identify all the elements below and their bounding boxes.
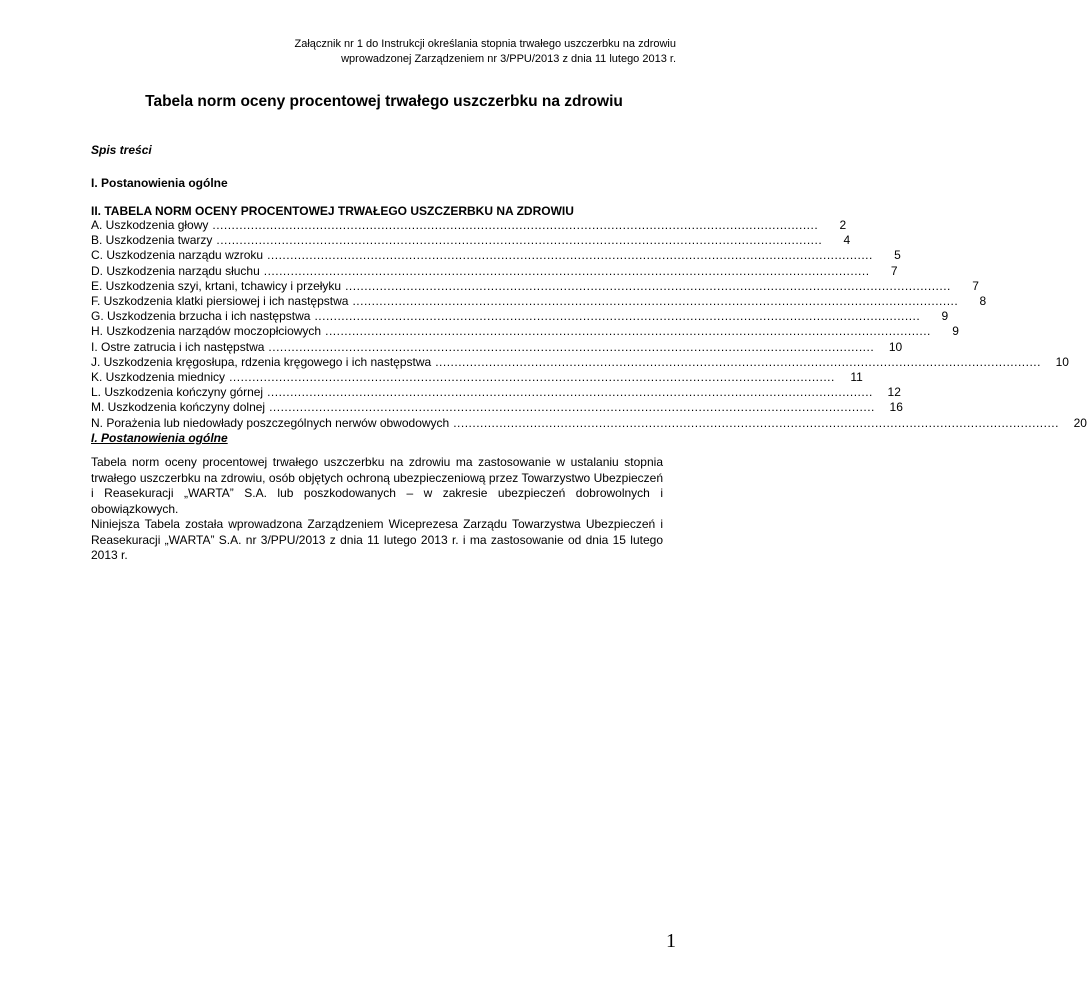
toc-item-label: I. Ostre zatrucia i ich następstwa [91, 339, 265, 354]
toc-item-label: K. Uszkodzenia miednicy [91, 370, 226, 385]
toc-item[interactable] [91, 278, 979, 294]
toc-item-label: A. Uszkodzenia głowy [91, 218, 209, 232]
toc-leader-dots: .............................................................................................................................................................. [269, 400, 875, 415]
toc-item-label: E. Uszkodzenia szyi, krtani, tchawicy i przełyku [91, 278, 342, 293]
toc-item-page: 5 [894, 248, 901, 263]
toc-item[interactable] [91, 233, 851, 248]
toc-item-page: 7 [972, 278, 979, 293]
toc-item[interactable] [91, 400, 903, 415]
toc-item[interactable] [91, 354, 1069, 370]
toc-leader-dots: .............................................................................................................................................................. [267, 248, 873, 263]
section-heading: I. Postanowienia ogólne [91, 431, 228, 445]
toc-section-one: I. Postanowienia ogólne [91, 176, 228, 190]
toc-item-label: J. Uszkodzenia kręgosłupa, rdzenia kręgowego i ich następstwa [91, 354, 432, 369]
header-line-1: Załącznik nr 1 do Instrukcji określania stopnia trwałego uszczerbku na zdrowiu [294, 38, 676, 50]
toc-item-label: L. Uszkodzenia kończyny górnej [91, 385, 264, 400]
toc-item[interactable] [91, 218, 847, 233]
toc-item[interactable] [91, 294, 987, 309]
toc-item-label: C. Uszkodzenia narządu wzroku [91, 248, 264, 263]
toc-item[interactable] [91, 339, 903, 355]
toc-list [91, 218, 1087, 431]
toc-item-page: 8 [979, 294, 987, 309]
toc-item[interactable] [91, 309, 949, 324]
toc-item-label: H. Uszkodzenia narządów moczopłciowych [91, 324, 322, 339]
toc-item-page: 9 [952, 324, 959, 339]
paragraph-1: Tabela norm oceny procentowej trwałego uszczerbku na zdrowiu ma zastosowanie w ustalaniu stopnia trwałego uszczerbku na zdrowiu, osób objętych ochroną ubezpieczeniową przez Towarzystwo Ubezpieczeń i Reasekuracji „WARTA” S.A. lub poszkodowanych – w zakresie ubezpieczeń dobrowolnych i obowiązkowych. [91, 455, 663, 516]
toc-item[interactable] [91, 263, 898, 279]
toc-item[interactable] [91, 324, 959, 339]
toc-item-label: D. Uszkodzenia narządu słuchu [91, 263, 260, 278]
toc-heading: Spis treści [91, 143, 152, 157]
toc-leader-dots: .............................................................................................................................................................. [229, 370, 835, 385]
toc-item-page: 16 [889, 400, 903, 415]
toc-item-page: 10 [1055, 354, 1069, 369]
toc-leader-dots: .............................................................................................................................................................. [267, 385, 873, 400]
toc-item-page: 12 [887, 385, 901, 400]
toc-item-page: 10 [888, 339, 903, 354]
toc-item-page: 20 [1073, 415, 1087, 430]
toc-leader-dots: .............................................................................................................................................................. [345, 278, 951, 293]
header-line-2: wprowadzonej Zarządzeniem nr 3/PPU/2013 z dnia 11 lutego 2013 r. [341, 53, 676, 65]
toc-item-page: 11 [850, 370, 863, 385]
body-text [91, 455, 663, 564]
toc-item-label: G. Uszkodzenia brzucha i ich następstwa [91, 309, 311, 324]
toc-item-page: 9 [941, 309, 949, 324]
toc-leader-dots: .............................................................................................................................................................. [352, 294, 959, 309]
toc-item-label: F. Uszkodzenia klatki piersiowej i ich następstwa [91, 294, 349, 309]
toc-item-label: B. Uszkodzenia twarzy [91, 233, 213, 248]
toc-leader-dots: .............................................................................................................................................................. [314, 309, 921, 324]
toc-item[interactable] [91, 415, 1087, 431]
toc-leader-dots: .............................................................................................................................................................. [435, 354, 1041, 369]
toc-section-two: II. TABELA NORM OCENY PROCENTOWEJ TRWAŁEGO USZCZERBKU NA ZDROWIU [91, 204, 574, 218]
toc-item[interactable] [91, 248, 901, 263]
toc-leader-dots: .............................................................................................................................................................. [212, 218, 819, 232]
toc-item-label: M. Uszkodzenia kończyny dolnej [91, 400, 266, 415]
page-number: 1 [666, 930, 676, 952]
toc-item-page: 4 [843, 233, 851, 248]
paragraph-2: Niniejsza Tabela została wprowadzona Zarządzeniem Wiceprezesa Zarządu Towarzystwa Ubezpieczeń i Reasekuracji „WARTA” S.A. nr 3/PPU/2013 z dnia 11 lutego 2013 r. i ma zastosowanie od dnia 15 lutego 2013 r. [91, 517, 663, 562]
toc-item[interactable] [91, 385, 901, 400]
document-header [294, 37, 676, 67]
toc-leader-dots: .............................................................................................................................................................. [453, 415, 1059, 430]
toc-item-page: 7 [890, 263, 898, 278]
toc-leader-dots: .............................................................................................................................................................. [268, 339, 875, 354]
toc-leader-dots: .............................................................................................................................................................. [263, 263, 870, 278]
document-title: Tabela norm oceny procentowej trwałego uszczerbku na zdrowiu [145, 93, 623, 110]
toc-leader-dots: .............................................................................................................................................................. [216, 233, 823, 248]
toc-item-page: 2 [839, 218, 847, 232]
toc-leader-dots: .............................................................................................................................................................. [325, 324, 931, 339]
toc-item[interactable] [91, 370, 863, 385]
toc-item-label: N. Porażenia lub niedowłady poszczególnych nerwów obwodowych [91, 415, 450, 430]
